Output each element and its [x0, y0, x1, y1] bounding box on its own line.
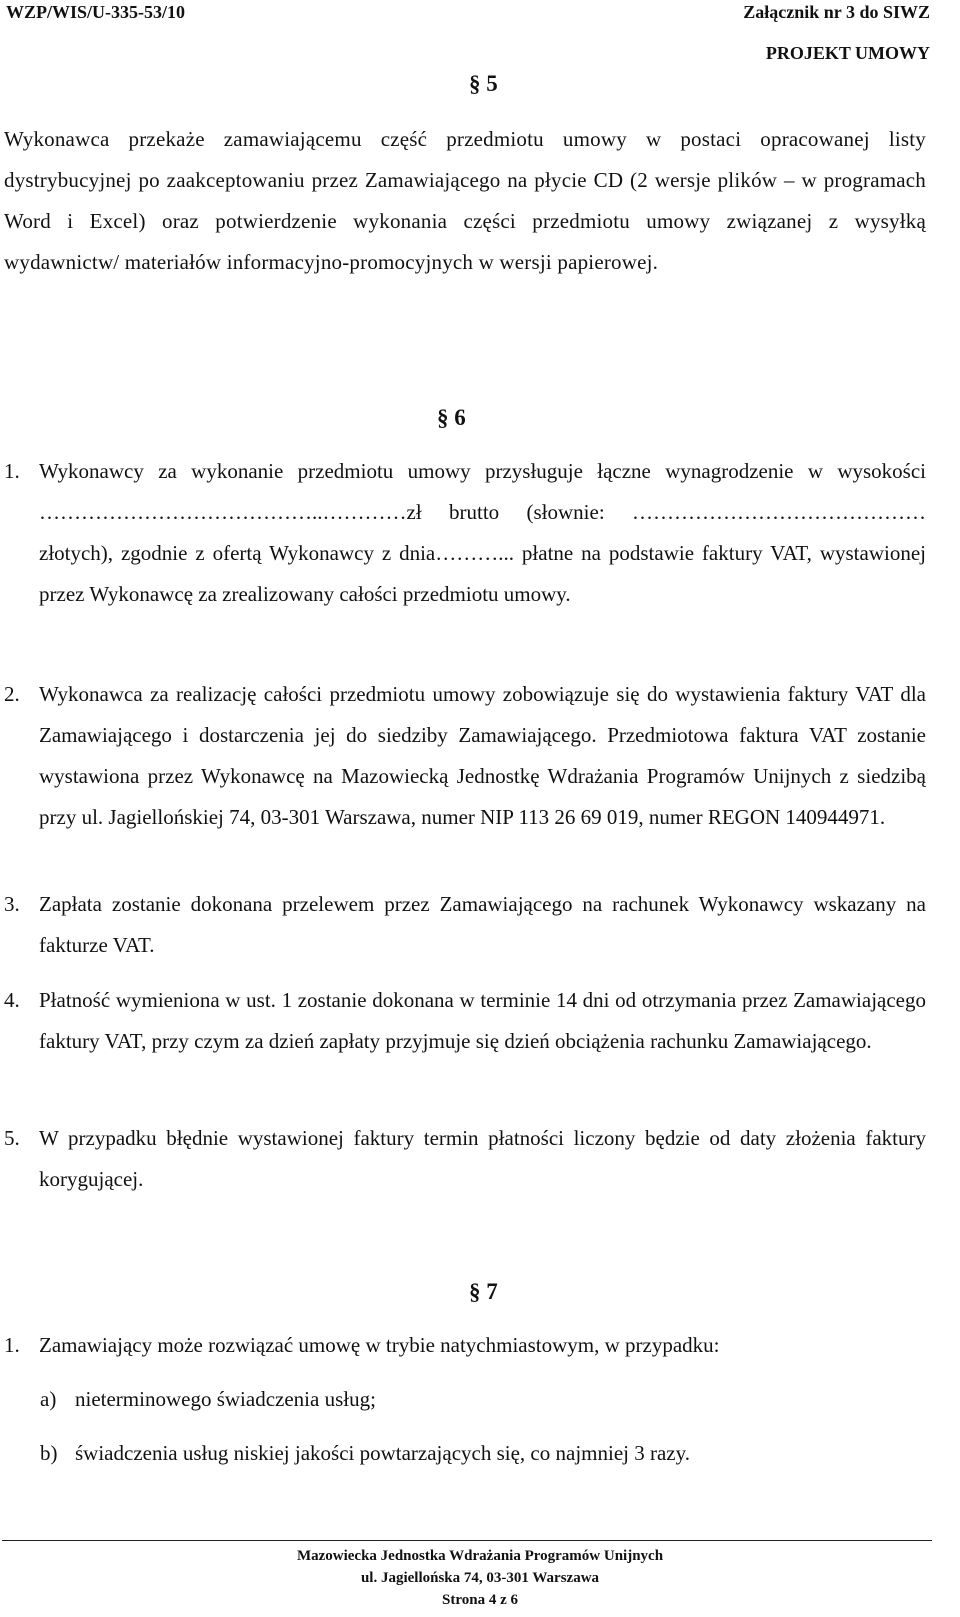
item-text: Zapłata zostanie dokonana przelewem przez Zamawiającego na rachunek Wykonawcy wskazany na fakturze VAT. [39, 892, 926, 957]
document-reference: WZP/WIS/U-335-53/10 [6, 2, 186, 22]
item-number: 2. [4, 682, 20, 706]
section-6-item-3 [4, 884, 926, 966]
item-number: 5. [4, 1126, 20, 1150]
item-text: Wykonawcy za wykonanie przedmiotu umowy przysługuje łączne wynagrodzenie w wysokości …………………………………..…………zł brutto (słownie: ……………………………………złotych), zgodnie z ofertą Wykonawcy z dnia………... płatne na podstawie faktury VAT, wystawionej przez Wykonawcę za zrealizowany całości przedmiotu umowy. [39, 459, 926, 606]
section-6-item-1 [4, 451, 926, 615]
section-7-item-1 [4, 1325, 926, 1366]
attachment-label: Załącznik nr 3 do SIWZ [743, 2, 930, 22]
sub-item-text: świadczenia usług niskiej jakości powtarzających się, co najmniej 3 razy. [75, 1441, 690, 1465]
item-number: 4. [4, 988, 20, 1012]
section-6-item-2 [4, 674, 926, 838]
sub-item-letter: b) [40, 1441, 58, 1465]
section-6-heading: § 6 [437, 405, 466, 430]
section-7-heading: § 7 [469, 1279, 498, 1304]
footer-address: ul. Jagiellońska 74, 03-301 Warszawa [360, 1570, 600, 1586]
section-5-text: Wykonawca przekaże zamawiającemu część przedmiotu umowy w postaci opracowanej listy dystrybucyjnej po zaakceptowaniu przez Zamawiającego na płycie CD (2 wersje plików – w programach Word i Excel) oraz potwierdzenie wykonania części przedmiotu umowy związanej z wysyłką wydawnictw/ materiałów informacyjno-promocyjnych w wersji papierowej. [4, 127, 926, 274]
section-5-heading: § 5 [469, 71, 498, 96]
footer-divider [2, 1540, 932, 1541]
item-number: 1. [4, 1333, 20, 1357]
page-number: Strona 4 z 6 [442, 1592, 518, 1608]
section-6-item-4 [4, 980, 926, 1062]
sub-item-letter: a) [40, 1387, 57, 1411]
item-text: W przypadku błędnie wystawionej faktury termin płatności liczony będzie od daty złożenia faktury korygującej. [39, 1126, 926, 1191]
footer-organization: Mazowiecka Jednostka Wdrażania Programów Unijnych [296, 1548, 664, 1564]
section-6-item-5 [4, 1118, 926, 1200]
item-text: Płatność wymieniona w ust. 1 zostanie dokonana w terminie 14 dni od otrzymania przez Zamawiającego faktury VAT, przy czym za dzień zapłaty przyjmuje się dzień obciążenia rachunku Zamawiającego. [39, 988, 926, 1053]
item-number: 3. [4, 892, 20, 916]
draft-label: PROJEKT UMOWY [765, 43, 930, 63]
sub-item-text: nieterminowego świadczenia usług; [75, 1387, 376, 1411]
item-text: Wykonawca za realizację całości przedmiotu umowy zobowiązuje się do wystawienia faktury VAT dla Zamawiającego i dostarczenia jej do siedziby Zamawiającego. Przedmiotowa faktura VAT zostanie wystawiona przez Wykonawcę na Mazowiecką Jednostkę Wdrażania Programów Unijnych z siedzibą przy ul. Jagiellońskiej 74, 03-301 Warszawa, numer NIP 113 26 69 019, numer REGON 140944971. [39, 682, 926, 829]
item-number: 1. [4, 459, 20, 483]
section-7-sub-b [40, 1433, 926, 1474]
item-text: Zamawiający może rozwiązać umowę w trybie natychmiastowym, w przypadku: [39, 1333, 720, 1357]
section-7-sub-a [40, 1379, 926, 1420]
